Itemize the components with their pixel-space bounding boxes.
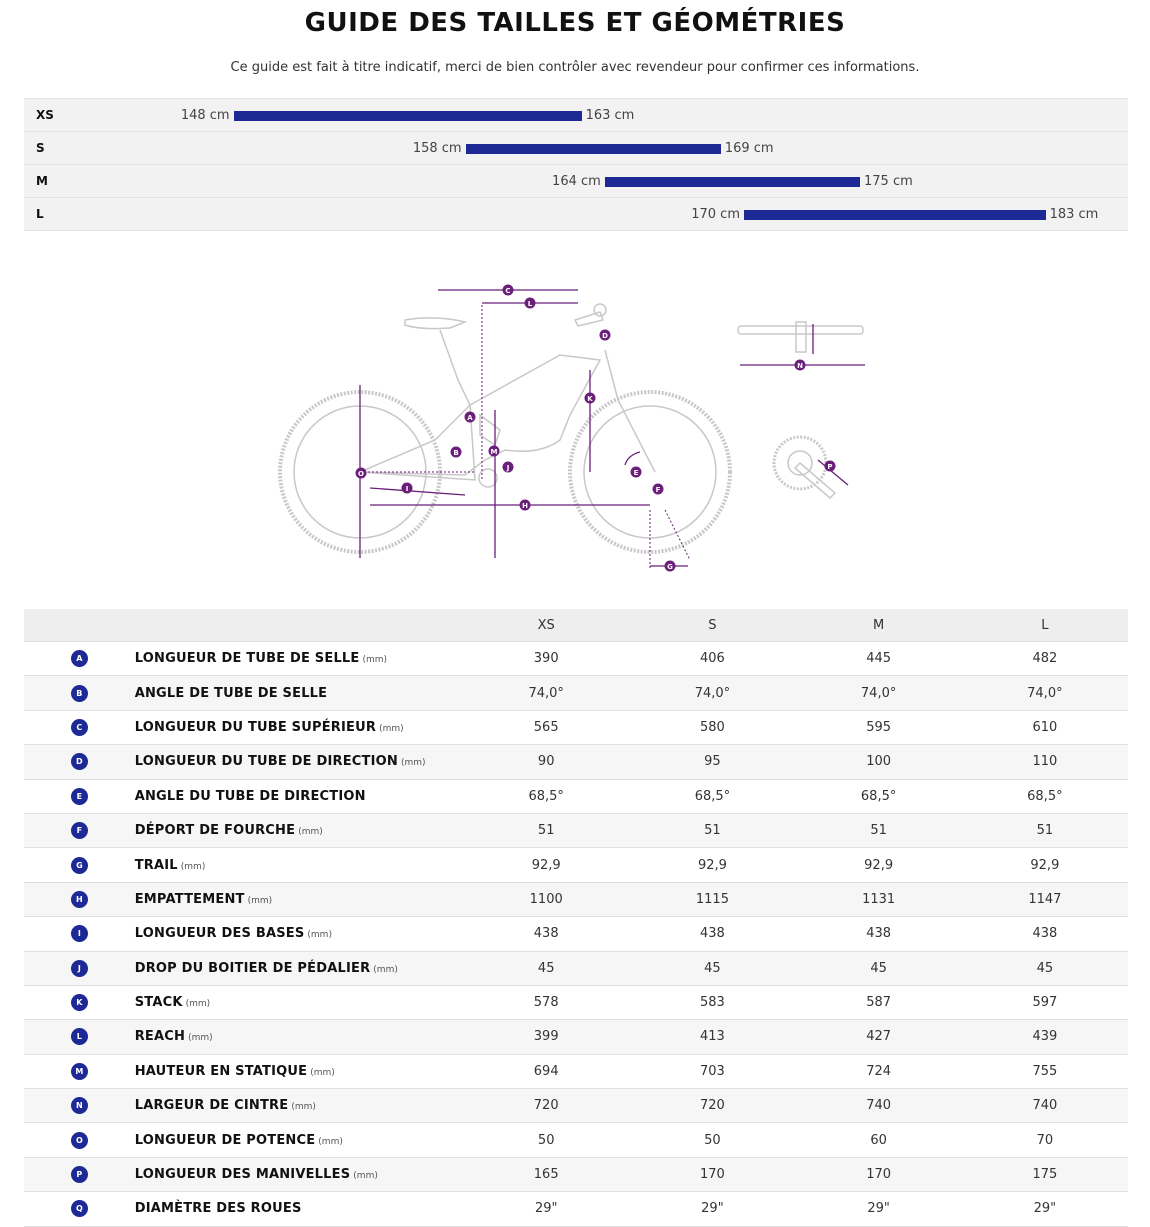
size-min-height: 158 cm [412, 141, 462, 156]
dimension-marker-label: H [522, 501, 528, 510]
dimension-unit: (mm) [362, 655, 388, 666]
dimension-value: 92,9 [629, 848, 795, 882]
size-range-bar [466, 144, 721, 154]
dimension-marker-label: F [655, 485, 661, 494]
dimension-value: 74,0° [629, 676, 795, 710]
size-min-height: 148 cm [180, 108, 230, 123]
dimension-value: 720 [463, 1089, 629, 1123]
geometry-row [24, 917, 1128, 951]
dimension-name: ANGLE DU TUBE DE DIRECTION [134, 788, 366, 804]
dimension-badge: F [71, 822, 88, 839]
dimension-value: 438 [962, 917, 1128, 951]
dimension-name: LONGUEUR DES MANIVELLES [134, 1167, 351, 1183]
header-blank [135, 609, 463, 642]
row-letter-cell [24, 779, 135, 813]
stem [575, 312, 603, 326]
dimension-value: 755 [962, 1054, 1128, 1088]
dimension-value: 439 [962, 1020, 1128, 1054]
geometry-header-row [24, 609, 1128, 642]
dimension-unit: (mm) [353, 1171, 378, 1182]
dimension-name: LONGUEUR DU TUBE SUPÉRIEUR [134, 719, 377, 735]
page-subtitle: Ce guide est fait à titre indicatif, merci de bien contrôler avec revendeur pour confirmer ces informations. [230, 60, 920, 75]
dimension-value: 170 [629, 1157, 795, 1191]
geometry-row [24, 951, 1128, 985]
dimension-unit: (mm) [310, 1067, 335, 1078]
row-letter-cell [24, 1054, 135, 1088]
dimension-name: LONGUEUR DE POTENCE [134, 1132, 316, 1148]
dimension-value: 694 [463, 1054, 629, 1088]
header-size-l: L [962, 609, 1128, 642]
dimension-value: 610 [962, 710, 1128, 744]
header-size-xs: XS [463, 609, 629, 642]
dimension-value: 45 [629, 951, 795, 985]
geometry-row [24, 1192, 1128, 1226]
geometry-row [24, 745, 1128, 779]
dimension-value: 110 [962, 745, 1128, 779]
size-label: S [36, 141, 45, 155]
dimension-value: 438 [463, 917, 629, 951]
dimension-value: 74,0° [796, 676, 962, 710]
size-max-height: 175 cm [864, 174, 913, 189]
dimension-value: 100 [796, 745, 962, 779]
row-letter-cell [24, 1192, 135, 1226]
row-name-cell [135, 745, 463, 779]
dimension-value: 175 [962, 1157, 1128, 1191]
dimension-unit: (mm) [247, 895, 273, 906]
geometry-row [24, 779, 1128, 813]
row-letter-cell [24, 951, 135, 985]
geometry-row [24, 676, 1128, 710]
dimension-value: 68,5° [463, 779, 629, 813]
row-name-cell [135, 1054, 463, 1088]
dimension-badge: G [71, 857, 88, 874]
dimension-name: LONGUEUR DU TUBE DE DIRECTION [134, 754, 398, 770]
row-name-cell [135, 1123, 463, 1157]
bike-geometry-diagram [270, 260, 890, 580]
dimension-unit: (mm) [318, 1136, 343, 1147]
dimension-value: 68,5° [962, 779, 1128, 813]
dimension-badge: E [71, 788, 88, 805]
dimension-value: 68,5° [796, 779, 962, 813]
dimension-unit: (mm) [400, 758, 426, 769]
dimension-unit: (mm) [291, 1102, 316, 1113]
row-letter-cell [24, 745, 135, 779]
dimension-badge: J [71, 960, 88, 977]
dimension-marker-label: P [827, 462, 833, 471]
dimension-value: 95 [629, 745, 795, 779]
dimension-value: 390 [463, 642, 629, 676]
dimension-name: DROP DU BOITIER DE PÉDALIER [134, 960, 371, 976]
size-max-height: 169 cm [724, 141, 774, 156]
dimension-value: 720 [629, 1089, 795, 1123]
row-letter-cell [24, 1123, 135, 1157]
row-name-cell [135, 779, 463, 813]
dimension-marker-label: O [358, 469, 364, 478]
size-chart [24, 98, 1128, 231]
handlebar [738, 326, 863, 334]
geometry-row [24, 1123, 1128, 1157]
dimension-marker-label: A [467, 413, 473, 422]
dimension-unit: (mm) [188, 1033, 213, 1044]
dimension-name: LONGUEUR DES BASES [134, 926, 305, 942]
dimension-marker-label: G [667, 562, 673, 571]
dimension-badge: H [71, 891, 88, 908]
row-name-cell [135, 1157, 463, 1191]
size-label: M [36, 174, 48, 188]
dimension-value: 51 [463, 813, 629, 847]
dimension-value: 70 [962, 1123, 1128, 1157]
dimension-badge: K [71, 994, 88, 1011]
dimension-value: 45 [962, 951, 1128, 985]
dimension-value: 427 [796, 1020, 962, 1054]
dimension-unit: (mm) [379, 723, 404, 734]
row-name-cell [135, 882, 463, 916]
dimension-badge: I [71, 925, 88, 942]
dimension-marker-label: B [453, 448, 459, 457]
dimension-value: 587 [796, 985, 962, 1019]
dimension-name: STACK [134, 995, 183, 1011]
dimension-name: REACH [134, 1029, 186, 1045]
dimension-value: 45 [796, 951, 962, 985]
geometry-row [24, 1054, 1128, 1088]
dimension-unit: (mm) [298, 827, 323, 838]
fork [605, 350, 655, 472]
dimension-marker-label: E [633, 468, 639, 477]
dimension-value: 92,9 [796, 848, 962, 882]
dimension-value: 1100 [463, 882, 629, 916]
dimension-value: 74,0° [463, 676, 629, 710]
row-name-cell [135, 642, 463, 676]
dimension-badge: N [71, 1097, 88, 1114]
dimension-value: 50 [629, 1123, 795, 1157]
dimension-value: 1147 [962, 882, 1128, 916]
dimension-value: 740 [796, 1089, 962, 1123]
size-range-bar [234, 111, 582, 121]
geometry-row [24, 642, 1128, 676]
row-name-cell [135, 951, 463, 985]
dimension-value: 29" [796, 1192, 962, 1226]
dimension-value: 51 [629, 813, 795, 847]
dimension-name: HAUTEUR EN STATIQUE [134, 1063, 308, 1079]
dimension-value: 565 [463, 710, 629, 744]
dimension-value: 597 [962, 985, 1128, 1019]
dimension-value: 90 [463, 745, 629, 779]
size-min-height: 170 cm [691, 207, 740, 222]
row-letter-cell [24, 848, 135, 882]
dimension-badge: P [71, 1166, 88, 1183]
dimension-marker-label: M [490, 447, 498, 456]
dimension-value: 413 [629, 1020, 795, 1054]
dimension-value: 583 [629, 985, 795, 1019]
dimension-badge: C [71, 719, 88, 736]
geometry-row [24, 710, 1128, 744]
geometry-row [24, 1089, 1128, 1123]
dimension-value: 445 [796, 642, 962, 676]
dimension-marker-label: I [405, 484, 409, 493]
seatpost [440, 330, 470, 405]
row-name-cell [135, 848, 463, 882]
dimension-value: 60 [796, 1123, 962, 1157]
dimension-marker-label: D [602, 331, 608, 340]
dimension-badge: L [71, 1028, 88, 1045]
dimension-value: 482 [962, 642, 1128, 676]
dimension-value: 724 [796, 1054, 962, 1088]
row-letter-cell [24, 710, 135, 744]
dimension-unit: (mm) [307, 930, 332, 941]
dimension-value: 165 [463, 1157, 629, 1191]
dimension-badge: B [71, 685, 88, 702]
size-row [24, 131, 1128, 164]
dimension-value: 406 [629, 642, 795, 676]
dimension-value: 1131 [796, 882, 962, 916]
geometry-row [24, 1157, 1128, 1191]
row-letter-cell [24, 1089, 135, 1123]
size-row [24, 164, 1128, 197]
dimension-value: 51 [796, 813, 962, 847]
dimension-value: 45 [463, 951, 629, 985]
geometry-row [24, 882, 1128, 916]
row-name-cell [135, 1020, 463, 1054]
header-size-s: S [629, 609, 795, 642]
dimension-value: 50 [463, 1123, 629, 1157]
row-name-cell [135, 676, 463, 710]
size-min-height: 164 cm [552, 174, 601, 189]
dimension-unit: (mm) [373, 964, 398, 975]
dimension-badge: M [71, 1063, 88, 1080]
dimension-value: 595 [796, 710, 962, 744]
row-name-cell [135, 813, 463, 847]
size-row [24, 197, 1128, 231]
dimension-value: 29" [463, 1192, 629, 1226]
dimension-name: ANGLE DE TUBE DE SELLE [134, 685, 328, 701]
header-size-m: M [796, 609, 962, 642]
dimension-marker-label: N [797, 361, 803, 370]
row-letter-cell [24, 917, 135, 951]
dimension-value: 438 [629, 917, 795, 951]
row-letter-cell [24, 642, 135, 676]
dimension-value: 68,5° [629, 779, 795, 813]
row-letter-cell [24, 882, 135, 916]
header-blank [24, 609, 135, 642]
dimension-value: 92,9 [463, 848, 629, 882]
dimension-name: LONGUEUR DE TUBE DE SELLE [134, 651, 360, 667]
geometry-row [24, 1020, 1128, 1054]
saddle [405, 318, 465, 329]
dimension-value: 580 [629, 710, 795, 744]
dimension-unit: (mm) [185, 999, 211, 1010]
row-letter-cell [24, 676, 135, 710]
size-max-height: 183 cm [1049, 207, 1099, 222]
row-name-cell [135, 1089, 463, 1123]
dimension-name: EMPATTEMENT [134, 891, 245, 907]
size-label: XS [36, 108, 54, 122]
geometry-row [24, 813, 1128, 847]
row-name-cell [135, 985, 463, 1019]
dimension-value: 1115 [629, 882, 795, 916]
stem-cap [594, 304, 606, 316]
row-name-cell [135, 710, 463, 744]
dimension-name: DÉPORT DE FOURCHE [134, 823, 296, 839]
geometry-row [24, 848, 1128, 882]
dimension-marker-label: C [505, 286, 511, 295]
dimension-value: 399 [463, 1020, 629, 1054]
row-letter-cell [24, 1020, 135, 1054]
row-name-cell [135, 917, 463, 951]
size-range-bar [744, 210, 1046, 220]
dimension-badge: A [71, 650, 88, 667]
size-range-bar [605, 177, 860, 187]
dimension-name: LARGEUR DE CINTRE [134, 1098, 289, 1114]
dimension-value: 438 [796, 917, 962, 951]
dimension-badge: Q [71, 1200, 88, 1217]
size-max-height: 163 cm [585, 108, 635, 123]
dimension-badge: D [71, 753, 88, 770]
geometry-row [24, 985, 1128, 1019]
dimension-badge: O [71, 1132, 88, 1149]
dimension-value: 170 [796, 1157, 962, 1191]
dimension-value: 29" [962, 1192, 1128, 1226]
dimension-marker-label: K [587, 394, 593, 403]
size-label: L [36, 207, 44, 221]
dimension-name: TRAIL [134, 857, 178, 873]
dimension-name: DIAMÈTRE DES ROUES [134, 1201, 302, 1217]
dimension-value: 92,9 [962, 848, 1128, 882]
dimension-value: 740 [962, 1089, 1128, 1123]
geometry-table [24, 609, 1128, 1227]
row-name-cell [135, 1192, 463, 1226]
page-title: GUIDE DES TAILLES ET GÉOMÉTRIES [304, 8, 846, 38]
row-letter-cell [24, 1157, 135, 1191]
size-row [24, 98, 1128, 131]
dimension-marker-label: L [527, 299, 533, 308]
dimension-value: 703 [629, 1054, 795, 1088]
dimension-value: 74,0° [962, 676, 1128, 710]
dimension-value: 578 [463, 985, 629, 1019]
row-letter-cell [24, 985, 135, 1019]
dimension-marker-label: J [506, 463, 510, 472]
dimension-value: 51 [962, 813, 1128, 847]
dimension-value: 29" [629, 1192, 795, 1226]
row-letter-cell [24, 813, 135, 847]
dimension-unit: (mm) [180, 861, 206, 872]
shock [480, 415, 500, 445]
